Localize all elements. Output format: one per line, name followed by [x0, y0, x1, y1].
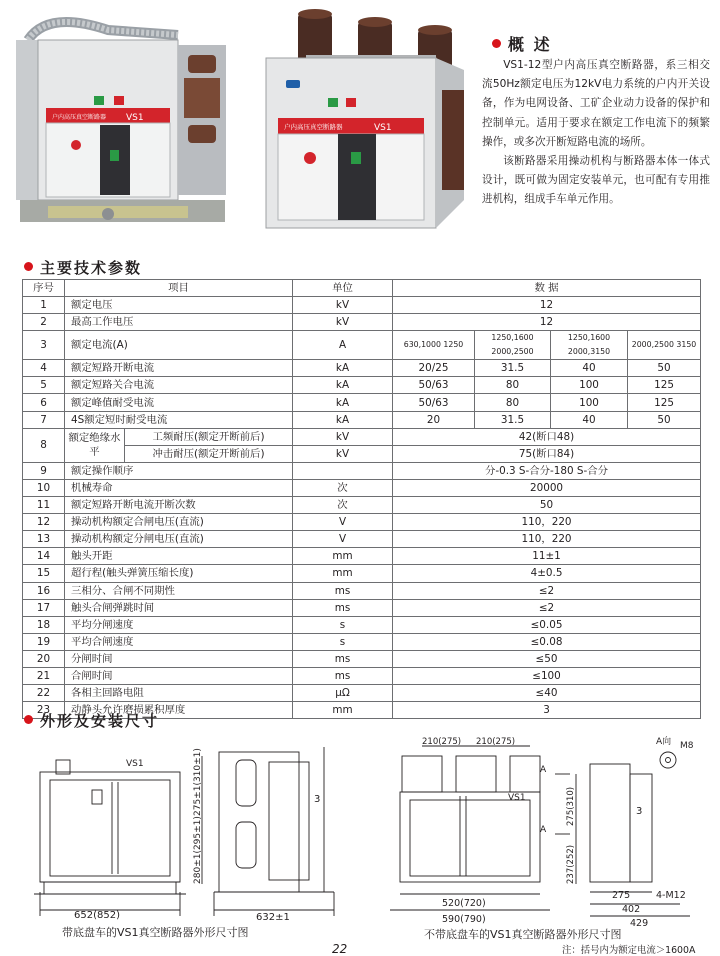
cell-item: 操动机构额定分闸电压(直流): [65, 531, 293, 548]
cell-unit: ms: [293, 650, 393, 667]
cell-unit: kA: [293, 394, 393, 411]
cell-current: 1250,1600 2000,3150: [551, 331, 628, 360]
cell-value: ≤40: [393, 685, 701, 702]
cell-item: 超行程(触头弹簧压缩长度): [65, 565, 293, 582]
cell-unit: 次: [293, 497, 393, 514]
table-row: [23, 667, 701, 684]
overview-paragraph: 该断路器采用操动机构与断路器本体一体式设计，既可做为固定安装单元，也可配有专用推进机构，组成手车单元作用。: [482, 155, 710, 206]
panel2-model: VS1: [374, 123, 392, 133]
cell-item: 机械寿命: [65, 479, 293, 496]
table-row: [23, 428, 701, 445]
panel2-label: 户内高压真空断路器: [284, 123, 343, 131]
table-row: [23, 582, 701, 599]
col-header-no: 序号: [23, 280, 65, 297]
cell-no: 8: [23, 428, 65, 462]
cell-item: 分闸时间: [65, 650, 293, 667]
cell-unit: [293, 462, 393, 479]
holes-label: 4-M12: [656, 890, 686, 901]
cell-unit: kA: [293, 377, 393, 394]
table-row: [23, 377, 701, 394]
cell-value: 20000: [393, 479, 701, 496]
cell-current: 630,1000 1250: [393, 331, 475, 360]
cell-item: 额定峰值耐受电流: [65, 394, 293, 411]
table-row: [23, 297, 701, 314]
cell-unit: 次: [293, 479, 393, 496]
cell-subitem: 冲击耐压(额定开断前后): [125, 445, 293, 462]
cell-item: 平均合闸速度: [65, 633, 293, 650]
cell-value: 50: [628, 411, 701, 428]
cell-value: 100: [551, 394, 628, 411]
cell-value: 31.5: [475, 411, 551, 428]
specs-heading: 主要技术参数: [24, 257, 142, 278]
cell-value: 12: [393, 314, 701, 331]
cell-value: 100: [551, 377, 628, 394]
left-dimension-drawing: [14, 742, 364, 922]
cell-no: 4: [23, 360, 65, 377]
cell-unit: kA: [293, 360, 393, 377]
pitch2-dim: 210(275): [476, 737, 516, 747]
cell-no: 23: [23, 702, 65, 719]
cell-value: 125: [628, 377, 701, 394]
bullet-icon: [492, 39, 501, 48]
bolt-label: M8: [680, 741, 694, 751]
cell-unit: V: [293, 531, 393, 548]
cell-value: ≤0.05: [393, 616, 701, 633]
cell-unit: kV: [293, 314, 393, 331]
left-model-label: VS1: [126, 759, 144, 769]
table-row: [23, 548, 701, 565]
left-caption: 带底盘车的VS1真空断路器外形尺寸图: [62, 926, 249, 939]
cell-value: 50: [393, 497, 701, 514]
cell-value: 11±1: [393, 548, 701, 565]
outer-width-dim: 590(790): [442, 914, 486, 925]
cell-item: 最高工作电压: [65, 314, 293, 331]
cell-no: 18: [23, 616, 65, 633]
table-row: [23, 497, 701, 514]
depth2-dim: 402: [622, 904, 641, 915]
cell-no: 22: [23, 685, 65, 702]
cell-unit: V: [293, 514, 393, 531]
cell-value: 110，220: [393, 514, 701, 531]
cell-value: ≤0.08: [393, 633, 701, 650]
cell-value: 分-0.3 S-合分-180 S-合分: [393, 462, 701, 479]
arrow-a2: A: [540, 825, 547, 835]
cell-value: 80: [475, 377, 551, 394]
table-row: [23, 331, 701, 360]
cell-value: 125: [628, 394, 701, 411]
table-row: [23, 479, 701, 496]
cell-unit: s: [293, 633, 393, 650]
cell-item: 额定短路开断电流: [65, 360, 293, 377]
cell-item: 触头合闸弹跳时间: [65, 599, 293, 616]
cell-item: 各相主回路电阻: [65, 685, 293, 702]
cell-item: 合闸时间: [65, 667, 293, 684]
col-header-unit: 单位: [293, 280, 393, 297]
table-row: [23, 394, 701, 411]
cell-unit: mm: [293, 565, 393, 582]
left-height2-dim: 280±1(295±1): [193, 816, 203, 884]
depth1-dim: 275: [612, 890, 631, 901]
table-row: [23, 531, 701, 548]
cell-value: 75(断口84): [393, 445, 701, 462]
table-row: [23, 314, 701, 331]
cell-unit: s: [293, 616, 393, 633]
footnote: 注：括号内为额定电流＞1600A: [562, 945, 696, 956]
cell-subitem: 工频耐压(额定开断前后): [125, 428, 293, 445]
cell-item: 额定短路关合电流: [65, 377, 293, 394]
cell-item: 动静头允许磨损累积厚度: [65, 702, 293, 719]
cell-no: 9: [23, 462, 65, 479]
cell-no: 16: [23, 582, 65, 599]
cell-no: 12: [23, 514, 65, 531]
table-row: [23, 685, 701, 702]
cell-unit: ms: [293, 599, 393, 616]
cell-no: 15: [23, 565, 65, 582]
cell-no: 1: [23, 297, 65, 314]
dimensions-heading: 外形及安装尺寸: [24, 710, 159, 731]
cell-unit: kV: [293, 428, 393, 445]
cell-unit: ms: [293, 667, 393, 684]
cell-no: 21: [23, 667, 65, 684]
cell-no: 14: [23, 548, 65, 565]
right-height2-dim: 237(252): [566, 844, 576, 884]
cell-value: 3: [393, 702, 701, 719]
breaker-photo-with-truck: [8, 0, 240, 232]
cell-value: 12: [393, 297, 701, 314]
cell-value: 50/63: [393, 377, 475, 394]
overview-text: [482, 56, 710, 210]
table-header-row: [23, 280, 701, 297]
cell-no: 2: [23, 314, 65, 331]
overview-heading: 概 述: [492, 32, 552, 55]
cell-value: 110，220: [393, 531, 701, 548]
cell-value: ≤2: [393, 582, 701, 599]
cell-item: 额定短路开断电流开断次数: [65, 497, 293, 514]
cell-unit: kV: [293, 297, 393, 314]
table-row: [23, 411, 701, 428]
cell-value: 50: [628, 360, 701, 377]
overview-paragraph: VS1-12型户内高压真空断路器，系三相交流50Hz额定电压为12kV电力系统的户内开关设备，作为电网设备、工矿企业动力设备的保护和控制单元。适用于要求在额定工作电流下的频繁操作，或多次开断短路电流的场所。: [482, 59, 710, 148]
cell-value: 4±0.5: [393, 565, 701, 582]
cell-no: 7: [23, 411, 65, 428]
right-callout-3: 3: [636, 806, 643, 817]
left-callout-3: 3: [314, 794, 321, 805]
cell-no: 13: [23, 531, 65, 548]
right-model-label: VS1: [508, 793, 526, 803]
cell-value: 80: [475, 394, 551, 411]
right-dimension-drawing: [390, 734, 708, 930]
left-width-dim: 652(852): [74, 910, 120, 921]
col-header-item: 项目: [65, 280, 293, 297]
cell-item: 额定绝缘水平: [65, 428, 125, 462]
cell-current: 1250,1600 2000,2500: [475, 331, 551, 360]
cell-no: 20: [23, 650, 65, 667]
cell-unit: mm: [293, 702, 393, 719]
cell-no: 17: [23, 599, 65, 616]
cell-item: 额定电压: [65, 297, 293, 314]
table-row: [23, 633, 701, 650]
table-row: [23, 360, 701, 377]
cell-current: 2000,2500 3150: [628, 331, 701, 360]
arrow-a1: A: [540, 765, 547, 775]
cell-unit: ms: [293, 582, 393, 599]
table-row: [23, 445, 701, 462]
pitch1-dim: 210(275): [422, 737, 462, 747]
cell-value: ≤2: [393, 599, 701, 616]
cell-no: 6: [23, 394, 65, 411]
cell-unit: mm: [293, 548, 393, 565]
cell-value: 40: [551, 360, 628, 377]
page-number: 22: [332, 942, 348, 956]
left-height1-dim: 275±1(310±1): [193, 748, 203, 816]
cell-unit: kV: [293, 445, 393, 462]
bullet-icon: [24, 715, 33, 724]
cell-value: 20: [393, 411, 475, 428]
panel1-label: 户内高压真空断路器: [52, 114, 107, 121]
cell-unit: A: [293, 331, 393, 360]
cell-no: 10: [23, 479, 65, 496]
inner-width-dim: 520(720): [442, 898, 486, 909]
cell-unit: kA: [293, 411, 393, 428]
table-row: [23, 462, 701, 479]
spec-table: [22, 279, 701, 719]
bullet-icon: [24, 262, 33, 271]
breaker-photo-fixed: [246, 0, 478, 232]
depth3-dim: 429: [630, 918, 649, 929]
col-header-value: 数 据: [393, 280, 701, 297]
cell-item: 触头开距: [65, 548, 293, 565]
cell-value: 20/25: [393, 360, 475, 377]
cell-value: ≤50: [393, 650, 701, 667]
table-row: [23, 650, 701, 667]
cell-no: 19: [23, 633, 65, 650]
table-row: [23, 599, 701, 616]
right-caption: 不带底盘车的VS1真空断路器外形尺寸图: [424, 928, 622, 941]
cell-value: 40: [551, 411, 628, 428]
left-depth-dim: 632±1: [256, 912, 290, 922]
spec-table-body: [23, 462, 701, 718]
view-a-label: A向: [656, 737, 672, 747]
cell-value: 31.5: [475, 360, 551, 377]
table-row: [23, 616, 701, 633]
cell-item: 额定操作顺序: [65, 462, 293, 479]
right-height1-dim: 275(310): [566, 786, 576, 826]
cell-item: 平均分闸速度: [65, 616, 293, 633]
cell-value: ≤100: [393, 667, 701, 684]
cell-item: 操动机构额定合闸电压(直流): [65, 514, 293, 531]
cell-no: 5: [23, 377, 65, 394]
cell-unit: μΩ: [293, 685, 393, 702]
cell-item: 4S额定短时耐受电流: [65, 411, 293, 428]
cell-item: 三相分、合闸不同期性: [65, 582, 293, 599]
table-row: [23, 565, 701, 582]
panel1-model: VS1: [126, 113, 144, 123]
cell-no: 3: [23, 331, 65, 360]
table-row: [23, 514, 701, 531]
cell-value: 42(断口48): [393, 428, 701, 445]
cell-value: 50/63: [393, 394, 475, 411]
cell-no: 11: [23, 497, 65, 514]
cell-item: 额定电流(A): [65, 331, 293, 360]
